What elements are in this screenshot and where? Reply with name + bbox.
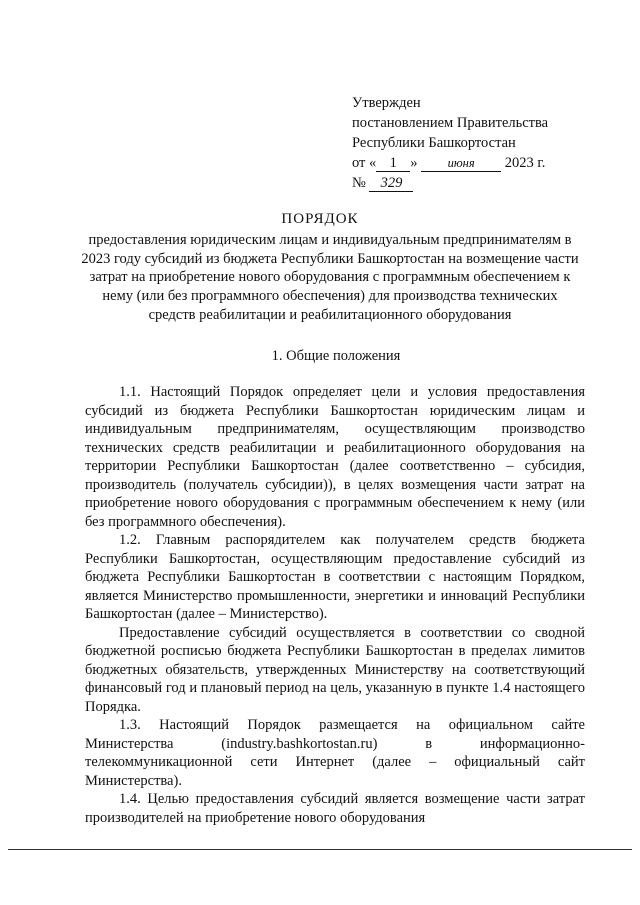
date-prefix: от «: [352, 155, 377, 171]
approval-date: [352, 153, 548, 173]
approval-line: Республики Башкортостан: [352, 135, 516, 151]
paragraph: 1.3. Настоящий Порядок размещается на официальном сайте Министерства (industry.bashkortostan.ru) в информационно-телекоммуникационной сети Интернет (далее – официальный сайт Министерства).: [85, 717, 585, 789]
approval-line: постановлением Правительства: [352, 115, 549, 131]
document-body: [85, 383, 585, 827]
section-heading: 1. Общие положения: [271, 348, 401, 364]
date-mid: »: [410, 155, 418, 171]
paragraph: 1.1. Настоящий Порядок определяет цели и условия предоставления субсидий из бюджета Республики Башкортостан юридическим лицам и индивидуальным предпринимателям, осуществляющим производство технических средств реабилитации и реабилитационного оборудования на территории Республики Башкортостан (далее соответственно – субсидия, производитель (получатель субсидии)), в целях возмещения части затрат на приобретение нового оборудования с программным обеспечением к нему (или без программного обеспечения).: [85, 384, 585, 530]
paragraph: Предоставление субсидий осуществляется в соответствии со сводной бюджетной росписью бюджета Республики Башкортостан в пределах лимитов бюджетных обязательств, утвержденных Министерству на соответствующий финансовый год и плановый период на цель, указанную в пункте 1.4 настоящего Порядка.: [85, 624, 585, 715]
document-title: ПОРЯДОК: [281, 211, 359, 227]
date-month: июня: [421, 155, 501, 172]
approval-line: Утвержден: [352, 95, 421, 111]
date-year: 2023 г.: [504, 155, 546, 171]
approval-number: [352, 173, 548, 193]
number-prefix: №: [352, 175, 366, 191]
paragraph: 1.2. Главным распорядителем как получателем средств бюджета Республики Башкортостан, осуществляющим предоставление субсидий из бюджета Республики Башкортостан в соответствии с настоящим Порядком, является Министерство промышленности, энергетики и инноваций Республики Башкортостан (далее – Министерство).: [85, 532, 585, 622]
approval-block: [352, 93, 548, 193]
paragraph: 1.4. Целью предоставления субсидий является возмещение части затрат производителей на приобретение нового оборудования: [85, 791, 585, 826]
page-bottom-rule: [8, 849, 632, 850]
date-day: 1: [376, 155, 410, 172]
document-subtitle: предоставления юридическим лицам и индивидуальным предпринимателям в 2023 году субсидий из бюджета Республики Башкортостан на возмещение части затрат на приобретение нового оборудования с программным обеспечением к нему (или без программного обеспечения) для производства технических средств реабилитации и реабилитационного оборудования: [81, 232, 579, 323]
number-value: 329: [369, 175, 413, 192]
